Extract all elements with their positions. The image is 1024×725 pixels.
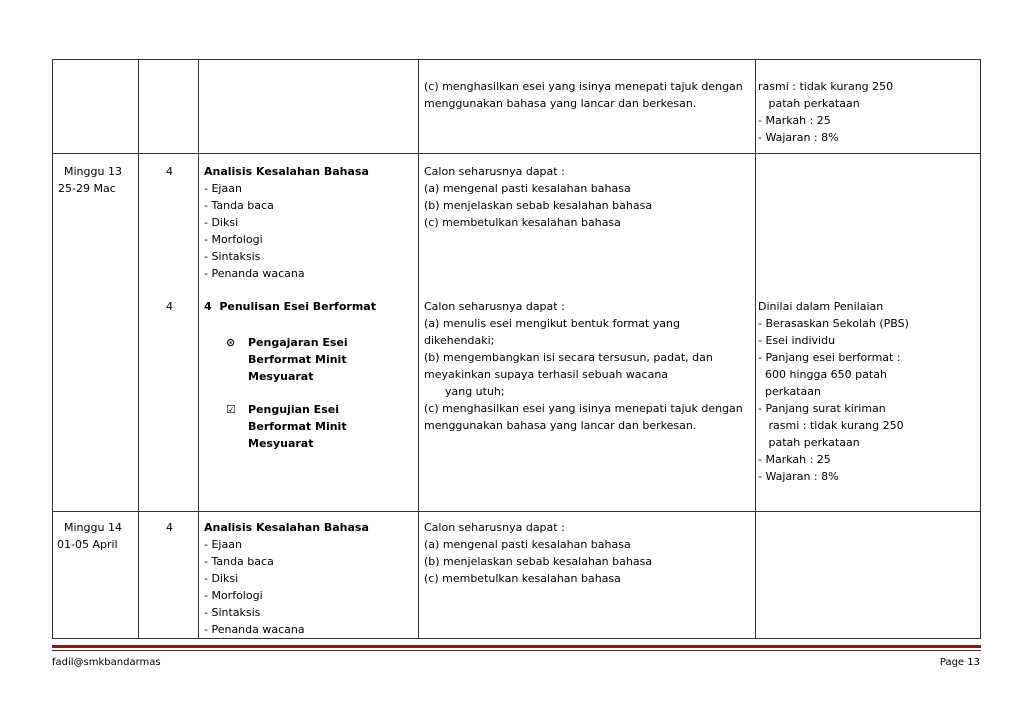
assessment-line: - Markah : 25 [758, 114, 831, 127]
objective-line: (c) menghasilkan esei yang isinya menepati tajuk dengan [424, 80, 743, 93]
objective-line: (b) menjelaskan sebab kesalahan bahasa [424, 555, 653, 568]
topic-item: - Diksi [204, 216, 239, 229]
objective-line: menggunakan bahasa yang lancar dan berkesan. [424, 419, 697, 432]
column-divider [138, 60, 139, 638]
assessment-line: Dinilai dalam Penilaian [758, 300, 884, 313]
bullet-line: Berformat Minit [248, 353, 347, 366]
objective-line: dikehendaki; [424, 334, 495, 347]
topic-item: - Sintaksis [204, 250, 261, 263]
topic-title: Analisis Kesalahan Bahasa [204, 165, 369, 178]
assessment-line: rasmi : tidak kurang 250 [758, 80, 894, 93]
topic-item: - Tanda baca [204, 555, 274, 568]
topic-item: - Ejaan [204, 538, 242, 551]
row-divider [53, 511, 980, 512]
assessment-line: - Panjang surat kiriman [758, 402, 886, 415]
objective-line: (c) menghasilkan esei yang isinya menepati tajuk dengan [424, 402, 743, 415]
assessment-line: 600 hingga 650 patah [758, 368, 887, 381]
week-label: Minggu 13 [64, 165, 122, 178]
week-label: Minggu 14 [64, 521, 122, 534]
footer-author: fadil@smkbandarmas [52, 657, 161, 668]
objective-line: yang utuh; [424, 385, 505, 398]
column-divider [418, 60, 419, 638]
radio-bullet-icon: ⊙ [226, 336, 236, 349]
assessment-line: - Wajaran : 8% [758, 470, 839, 483]
bullet-line: Pengujian Esei [248, 403, 339, 416]
topic-item: - Sintaksis [204, 606, 261, 619]
objective-line: menggunakan bahasa yang lancar dan berkesan. [424, 97, 697, 110]
topic-item: - Diksi [204, 572, 239, 585]
objective-line: (c) membetulkan kesalahan bahasa [424, 572, 621, 585]
assessment-line: - Panjang esei berformat : [758, 351, 901, 364]
objective-line: (a) mengenal pasti kesalahan bahasa [424, 182, 631, 195]
topic-item: - Tanda baca [204, 199, 274, 212]
objective-line: (b) mengembangkan isi secara tersusun, padat, dan [424, 351, 713, 364]
bullet-line: Pengajaran Esei [248, 336, 348, 349]
topic-item: - Ejaan [204, 182, 242, 195]
objective-line: Calon seharusnya dapat : [424, 300, 565, 313]
assessment-line: - Berasaskan Sekolah (PBS) [758, 317, 909, 330]
footer-rule-thin [52, 650, 981, 651]
objective-line: meyakinkan supaya terhasil sebuah wacana [424, 368, 669, 381]
week-dates: 25-29 Mac [58, 182, 116, 195]
hours-value: 4 [166, 521, 173, 534]
column-divider [755, 60, 756, 638]
assessment-line: - Wajaran : 8% [758, 131, 839, 144]
topic-item: - Morfologi [204, 589, 263, 602]
assessment-line: rasmi : tidak kurang 250 [758, 419, 904, 432]
row-divider [53, 153, 980, 154]
assessment-line: - Markah : 25 [758, 453, 831, 466]
column-divider [198, 60, 199, 638]
bullet-line: Berformat Minit [248, 420, 347, 433]
week-dates: 01-05 April [57, 538, 118, 551]
topic-item: - Penanda wacana [204, 623, 305, 636]
objective-line: Calon seharusnya dapat : [424, 521, 565, 534]
objective-line: (c) membetulkan kesalahan bahasa [424, 216, 621, 229]
topic-title: 4 Penulisan Esei Berformat [204, 300, 376, 313]
assessment-line: perkataan [758, 385, 821, 398]
hours-value: 4 [166, 165, 173, 178]
bullet-line: Mesyuarat [248, 370, 314, 383]
assessment-line: patah perkataan [758, 436, 860, 449]
topic-item: - Morfologi [204, 233, 263, 246]
objective-line: Calon seharusnya dapat : [424, 165, 565, 178]
footer-rule [52, 645, 981, 648]
topic-title: Analisis Kesalahan Bahasa [204, 521, 369, 534]
assessment-line: - Esei individu [758, 334, 836, 347]
hours-value: 4 [166, 300, 173, 313]
bullet-line: Mesyuarat [248, 437, 314, 450]
page-number: Page 13 [939, 657, 980, 668]
objective-line: (a) mengenal pasti kesalahan bahasa [424, 538, 631, 551]
objective-line: (a) menulis esei mengikut bentuk format yang [424, 317, 680, 330]
checkbox-bullet-icon: ☑ [226, 403, 236, 416]
topic-item: - Penanda wacana [204, 267, 305, 280]
objective-line: (b) menjelaskan sebab kesalahan bahasa [424, 199, 653, 212]
assessment-line: patah perkataan [758, 97, 860, 110]
